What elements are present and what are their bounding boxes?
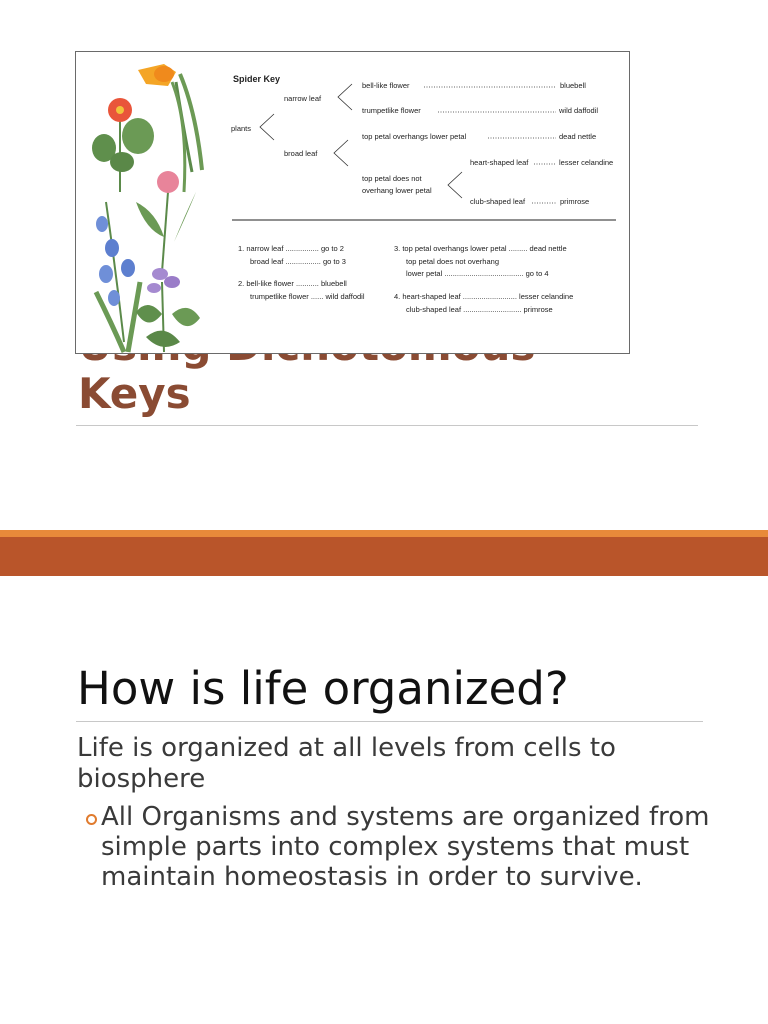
- label-lesser-celandine: lesser celandine: [559, 158, 614, 167]
- slide-2: [0, 576, 768, 1024]
- slide-2-title-underline: [76, 721, 703, 722]
- label-plants: plants: [231, 124, 252, 133]
- label-wild-daffodil: wild daffodil: [559, 106, 599, 115]
- label-narrow-leaf: narrow leaf: [284, 94, 322, 103]
- label-broad-leaf: broad leaf: [284, 149, 318, 158]
- key-4b: club-shaped leaf ............................ primrose: [406, 305, 553, 314]
- slide-2-bullet: All Organisms and systems are organized from simple parts into complex systems that must maintain homeostasis in order to survive.: [101, 802, 710, 892]
- dichotomous-key-list: [238, 244, 573, 314]
- key-3a: 3. top petal overhangs lower petal ......... dead nettle: [394, 244, 567, 253]
- label-heart-leaf: heart-shaped leaf: [470, 158, 529, 167]
- label-primrose: primrose: [560, 197, 590, 206]
- label-top-not-2: overhang lower petal: [362, 186, 432, 195]
- label-club-leaf: club-shaped leaf: [470, 197, 526, 206]
- flower-illustration: [92, 64, 202, 352]
- spider-key-diagram: [231, 74, 616, 220]
- title-underline: [76, 425, 698, 426]
- title-line-2: Keys: [78, 369, 191, 418]
- key-4a: 4. heart-shaped leaf .......................... lesser celandine: [394, 292, 574, 301]
- key-2b: trumpetlike flower ...... wild daffodil: [250, 292, 365, 301]
- label-bluebell: bluebell: [560, 81, 586, 90]
- label-dead-nettle: dead nettle: [559, 132, 597, 141]
- key-2a: 2. bell-like flower ........... bluebell: [238, 279, 347, 288]
- key-1a: 1. narrow leaf ................ go to 2: [238, 244, 344, 253]
- key-3c: lower petal ...................................... go to 4: [406, 269, 549, 278]
- spider-key-svg: [76, 52, 630, 354]
- label-top-not-1: top petal does not: [362, 174, 422, 183]
- key-3b: top petal does not overhang: [406, 257, 499, 266]
- label-trumpet-flower: trumpetlike flower: [362, 106, 421, 115]
- spider-key-heading: Spider Key: [233, 74, 281, 84]
- label-bell-flower: bell-like flower: [362, 81, 410, 90]
- key-1b: broad leaf ................. go to 3: [250, 257, 346, 266]
- slide-2-title: How is life organized?: [77, 662, 569, 715]
- slide-divider-highlight: [0, 530, 768, 537]
- slide-2-body: Life is organized at all levels from cells to biosphere: [77, 733, 616, 794]
- spider-key-figure: [75, 51, 630, 354]
- label-top-overhangs: top petal overhangs lower petal: [362, 132, 467, 141]
- bullet-circle-icon: [86, 814, 97, 825]
- slide-divider-band: [0, 537, 768, 576]
